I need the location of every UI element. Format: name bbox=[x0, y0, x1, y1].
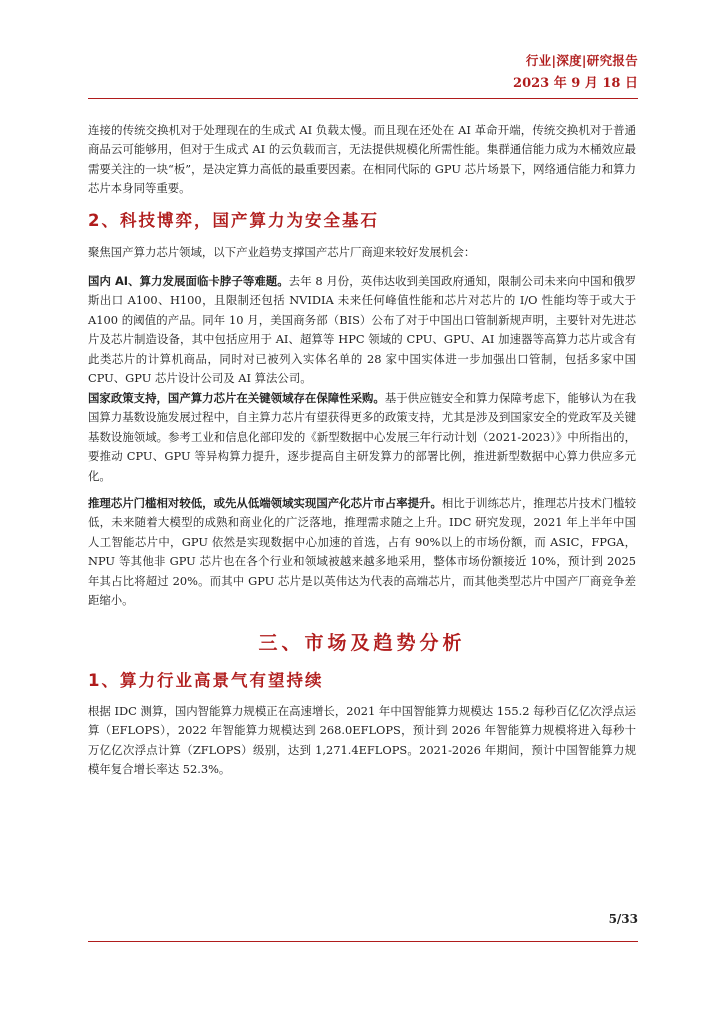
section-1-heading: 1、算力行业高景气有望持续 bbox=[88, 671, 324, 690]
paragraph-1-lead: 国内 AI、算力发展面临卡脖子等难题。 bbox=[88, 274, 289, 288]
intro-paragraph: 连接的传统交换机对于处理现在的生成式 AI 负载太慢。而且现在还处在 AI 革命开端，传统交换机对于普通商品云可能够用，但对于生成式 AI 的云负载而言，无法提供规模化所需性能。集群通信能力成为木桶效应最需要关注的一块“板”，是决定算力高低的最重要因素。在相同代际的 GPU 芯片场景下，网络通信能力和算力芯片本身同等重要。 bbox=[88, 123, 636, 196]
paragraph-2-lead: 国家政策支持，国产算力芯片在关键领域存在保障性采购。 bbox=[88, 391, 385, 405]
paragraph-3 bbox=[88, 494, 636, 610]
page-number: 5/33 bbox=[608, 912, 638, 926]
footer-divider bbox=[88, 941, 638, 942]
paragraph-1-block bbox=[88, 272, 636, 388]
section-1-paragraph-block bbox=[88, 702, 636, 780]
intro-paragraph-block bbox=[88, 121, 636, 199]
paragraph-3-lead: 推理芯片门槛相对较低，或先从低端领域实现国产化芯片市占率提升。 bbox=[88, 496, 442, 510]
paragraph-3-block bbox=[88, 494, 636, 610]
report-header bbox=[513, 51, 638, 91]
header-divider bbox=[88, 98, 638, 99]
report-type-label: 行业|深度|研究报告 bbox=[525, 53, 638, 68]
report-date: 2023 年 9 月 18 日 bbox=[513, 76, 638, 91]
section-2-intro: 聚焦国产算力芯片领域，以下产业趋势支撑国产芯片厂商迎来较好发展机会： bbox=[88, 245, 476, 259]
section-2-heading: 2、科技博弈，国产算力为安全基石 bbox=[88, 211, 379, 230]
paragraph-3-text: 相比于训练芯片，推理芯片技术门槛较低，未来随着大模型的成熟和商业化的广泛落地，推理需求随之上升。IDC 研究发现，2021 年上半年中国人工智能芯片中，GPU 依然是实现数据中心加速的首选，占有 90%以上的市场份额，而 ASIC，FPGA，NPU 等其他非 GPU 芯片也在各个行业和领域被越来越多地采用，整体市场份额接近 10%，预计到 2025 年其占比将超过 20%。而其中 GPU 芯片是以英伟达为代表的高端芯片，而其他类型芯片中国产厂商竞争差距缩小。 bbox=[88, 496, 636, 608]
paragraph-2-block bbox=[88, 389, 636, 486]
section-1-paragraph: 根据 IDC 测算，国内智能算力规模正在高速增长，2021 年中国智能算力规模达 155.2 每秒百亿亿次浮点运算（EFLOPS），2022 年智能算力规模达到 268.0EFLOPS，预计到 2026 年智能算力规模将进入每秒十万亿亿次浮点计算（ZFLOPS）级别，达到 1,271.4EFLOPS。2021-2026 年期间，预计中国智能算力规模年复合增长率达 52.3%。 bbox=[88, 704, 636, 777]
paragraph-1-text: 去年 8 月份，英伟达收到美国政府通知，限制公司未来向中国和俄罗斯出口 A100、H100，且限制还包括 NVIDIA 未来任何峰值性能和芯片对芯片的 I/O 性能均等于或大于 A100 的阈值的产品。同年 10 月，美国商务部（BIS）公布了对于中国出口管制新规声明，主要针对先进芯片及芯片制造设备，其中包括应用于 AI、超算等 HPC 领域的 CPU、GPU、AI 加速器等高算力芯片或含有此类芯片的计算机商品，同时对已被列入实体名单的 28 家中国实体进一步加强出口管制，包括多家中国 CPU、GPU 芯片设计公司及 AI 算法公司。 bbox=[88, 274, 636, 386]
paragraph-2 bbox=[88, 389, 636, 486]
chapter-3-heading: 三、市场及趋势分析 bbox=[258, 632, 466, 654]
paragraph-2-text: 基于供应链安全和算力保障考虑下，能够认为在我国算力基数设施发展过程中，自主算力芯片有望获得更多的政策支持，尤其是涉及到国家安全的党政军及关键基数设施领域。参考工业和信息化部印发的《新型数据中心发展三年行动计划（2021-2023）》中所指出的，要推动 CPU、GPU 等异构算力提升，逐步提高自主研发算力的部署比例，推进新型数据中心算力供应多元化。 bbox=[88, 391, 636, 483]
section-2-intro-block bbox=[88, 243, 636, 262]
paragraph-1 bbox=[88, 272, 636, 388]
